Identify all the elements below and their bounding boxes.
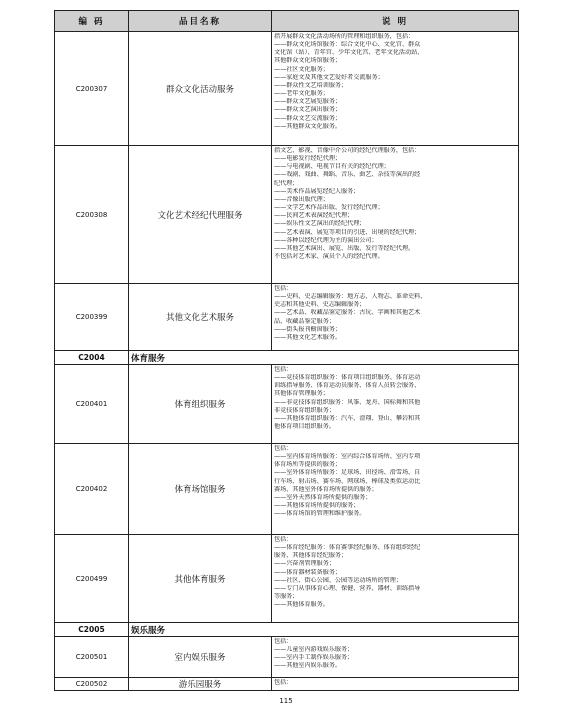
description-line: 行车场、射击场、赛车场、网球场、棒球及类似运动比 [274,477,421,485]
item-code: C200307 [55,32,129,146]
description-line: 包括： [274,445,293,452]
item-description [272,444,519,535]
section-name: 体育服务 [129,351,519,365]
item-code: C200499 [55,535,129,623]
description-line: 纪代理； [274,179,299,187]
section-name: 娱乐服务 [129,623,519,637]
item-name: 室内娱乐服务 [129,637,272,678]
description-line: ——其他体育组织服务：汽车、滑翔、登山、攀岩和其 [274,414,421,422]
description-line: ——室外体育场所服务：足球场、田径场、滑雪场、自 [274,469,421,477]
description-line: ——非竞技体育组织服务：风筝、龙舟、国标舞和其他 [274,398,421,406]
description-line: ——其他体育服务。 [274,601,329,609]
description-line: 体育场所等提供的服务； [274,461,342,469]
description-line: ——文学艺术作品出版、发行经纪代理； [274,204,384,212]
description-line: ——与电视剧、电视节目有关的经纪代理； [274,163,390,171]
header-code: 编 码 [55,11,129,32]
item-code: C200308 [55,146,129,284]
table-row [55,637,519,678]
description-line: ——其他文化艺术服务。 [274,333,342,341]
catalog-table-body [55,11,519,691]
description-line: ——民间艺术表演经纪代理； [274,212,354,220]
description-line: 包括： [274,366,293,373]
description-line: ——各种以经纪代理为主的演出公司； [274,236,378,244]
description-line: ——史料、史志编辑服务：地方志、人物志、革命史料、 [274,293,427,301]
description-line: ——室外天然体育场所提供的服务； [274,493,372,501]
header-description: 说 明 [272,11,519,32]
description-line: ——群众文艺展览服务； [274,98,342,106]
description-line: ——体育经纪服务：体育赛事经纪服务、体育组织经纪 [274,544,421,552]
description-line: ——家庭文及其他文艺爱好者交流服务； [274,73,384,81]
item-name: 群众文化活动服务 [129,32,272,146]
description-line: ——群众性文艺培训服务； [274,81,348,89]
description-line: 包括： [274,285,293,292]
description-line: ——戏剧、戏曲、舞蹈、音乐、曲艺、杂技等演出的经 [274,171,421,179]
item-code: C200399 [55,284,129,351]
item-name: 其他体育服务 [129,535,272,623]
item-description [272,535,519,623]
description-line: 品、收藏品鉴定服务； [274,317,335,325]
description-line: ——社区、街心公园、公园等运动场所的管理； [274,576,402,584]
description-line: ——室内体育场所服务：室内综合体育场所、室内专项 [274,453,421,461]
description-line: ——群众文艺演出服务； [274,106,342,114]
description-line: ——群众文化场馆服务：综合文化中心、文化宫、群众 [274,41,421,49]
description-line: ——儿童室内游戏娱乐服务； [274,646,354,654]
header-name: 品目名称 [129,11,272,32]
description-line: ——其他艺术演出、展览、出版、发行等经纪代理。 [274,244,415,252]
section-code: C2004 [55,351,129,365]
description-line: 史志和其他史料、史志编辑服务； [274,301,366,309]
description-line: 指文艺、影视、音像中介公司的经纪代理服务，包括： [274,147,421,154]
description-line: ——室内手工制作娱乐服务； [274,654,354,662]
item-name: 体育组织服务 [129,365,272,444]
item-name: 文化艺术经纪代理服务 [129,146,272,284]
page-number: 115 [279,697,293,705]
description-line: 非竞技体育组织服务； [274,406,335,414]
description-line: ——群众文艺交流服务； [274,114,342,122]
description-line: ——其他体育场所提供的服务； [274,502,360,510]
table-row [55,32,519,146]
description-line: ——专门从事体育心理、保健、营养、器材、训练指导 [274,584,421,592]
table-row [55,284,519,351]
item-description [272,678,519,691]
description-line: ——兴奋剂管理服务； [274,560,335,568]
description-line: ——电影发行经纪代理； [274,155,342,163]
description-line: ——体育器材装备服务； [274,568,342,576]
description-line: 包括： [274,679,293,686]
description-line: 等服务； [274,593,299,601]
item-description [272,284,519,351]
description-line: 服务、其他体育经纪服务； [274,552,348,560]
description-line: ——社区文化服务； [274,65,329,73]
catalog-table [54,10,519,691]
item-description [272,32,519,146]
description-line: 指开展群众文化活动场所的管理和组织服务，包括： [274,33,415,40]
item-code: C200501 [55,637,129,678]
description-line: ——音像出版代理； [274,195,329,203]
description-line: ——娱乐性文艺演出的经纪代理； [274,220,366,228]
description-line: 训练指导服务、体育运动员服务、体育人员转会服务、 [274,382,421,390]
item-description [272,146,519,284]
catalog-document [54,10,518,691]
description-line: 文化馆（站）、青年宫、少年文化宫、老年文化活动站、 [274,49,424,57]
description-line: ——艺术品、收藏品鉴定服务：古玩、字画和其他艺术 [274,309,421,317]
item-name: 其他文化艺术服务 [129,284,272,351]
table-row [55,146,519,284]
section-row [55,623,519,637]
item-description [272,637,519,678]
description-line: ——竞技体育组织服务：体育项目组织服务、体育运动 [274,374,421,382]
section-row [55,351,519,365]
item-name: 体育场馆服务 [129,444,272,535]
description-line: ——其他室内娱乐服务。 [274,662,342,670]
item-code: C200401 [55,365,129,444]
table-header-row [55,11,519,32]
description-line: 包括： [274,536,293,543]
section-code: C2005 [55,623,129,637]
table-row [55,678,519,691]
table-row [55,444,519,535]
table-row [55,365,519,444]
description-line: 赛场、其他室外体育场所提供的服务； [274,485,378,493]
table-row [55,535,519,623]
description-line: 他体育项目组织服务。 [274,423,335,431]
description-line: 其他体育管理服务； [274,390,329,398]
description-line: ——艺术表演、展览等项目的引进、出境的经纪代理； [274,228,421,236]
item-code: C200402 [55,444,129,535]
description-line: ——老年文化服务； [274,90,329,98]
description-line: ——街头报刊橱窗服务； [274,325,342,333]
description-line: 其他群众文化场馆服务； [274,57,342,65]
item-code: C200502 [55,678,129,691]
description-line: 包括： [274,638,293,645]
description-line: 不包括对艺术家、演员个人的经纪代理。 [274,253,384,261]
item-description [272,365,519,444]
item-name: 游乐园服务 [129,678,272,691]
description-line: ——美术作品展览经纪人服务； [274,187,360,195]
description-line: ——体育场馆的管理和维护服务。 [274,510,366,518]
description-line: ——其他群众文化服务。 [274,122,342,130]
